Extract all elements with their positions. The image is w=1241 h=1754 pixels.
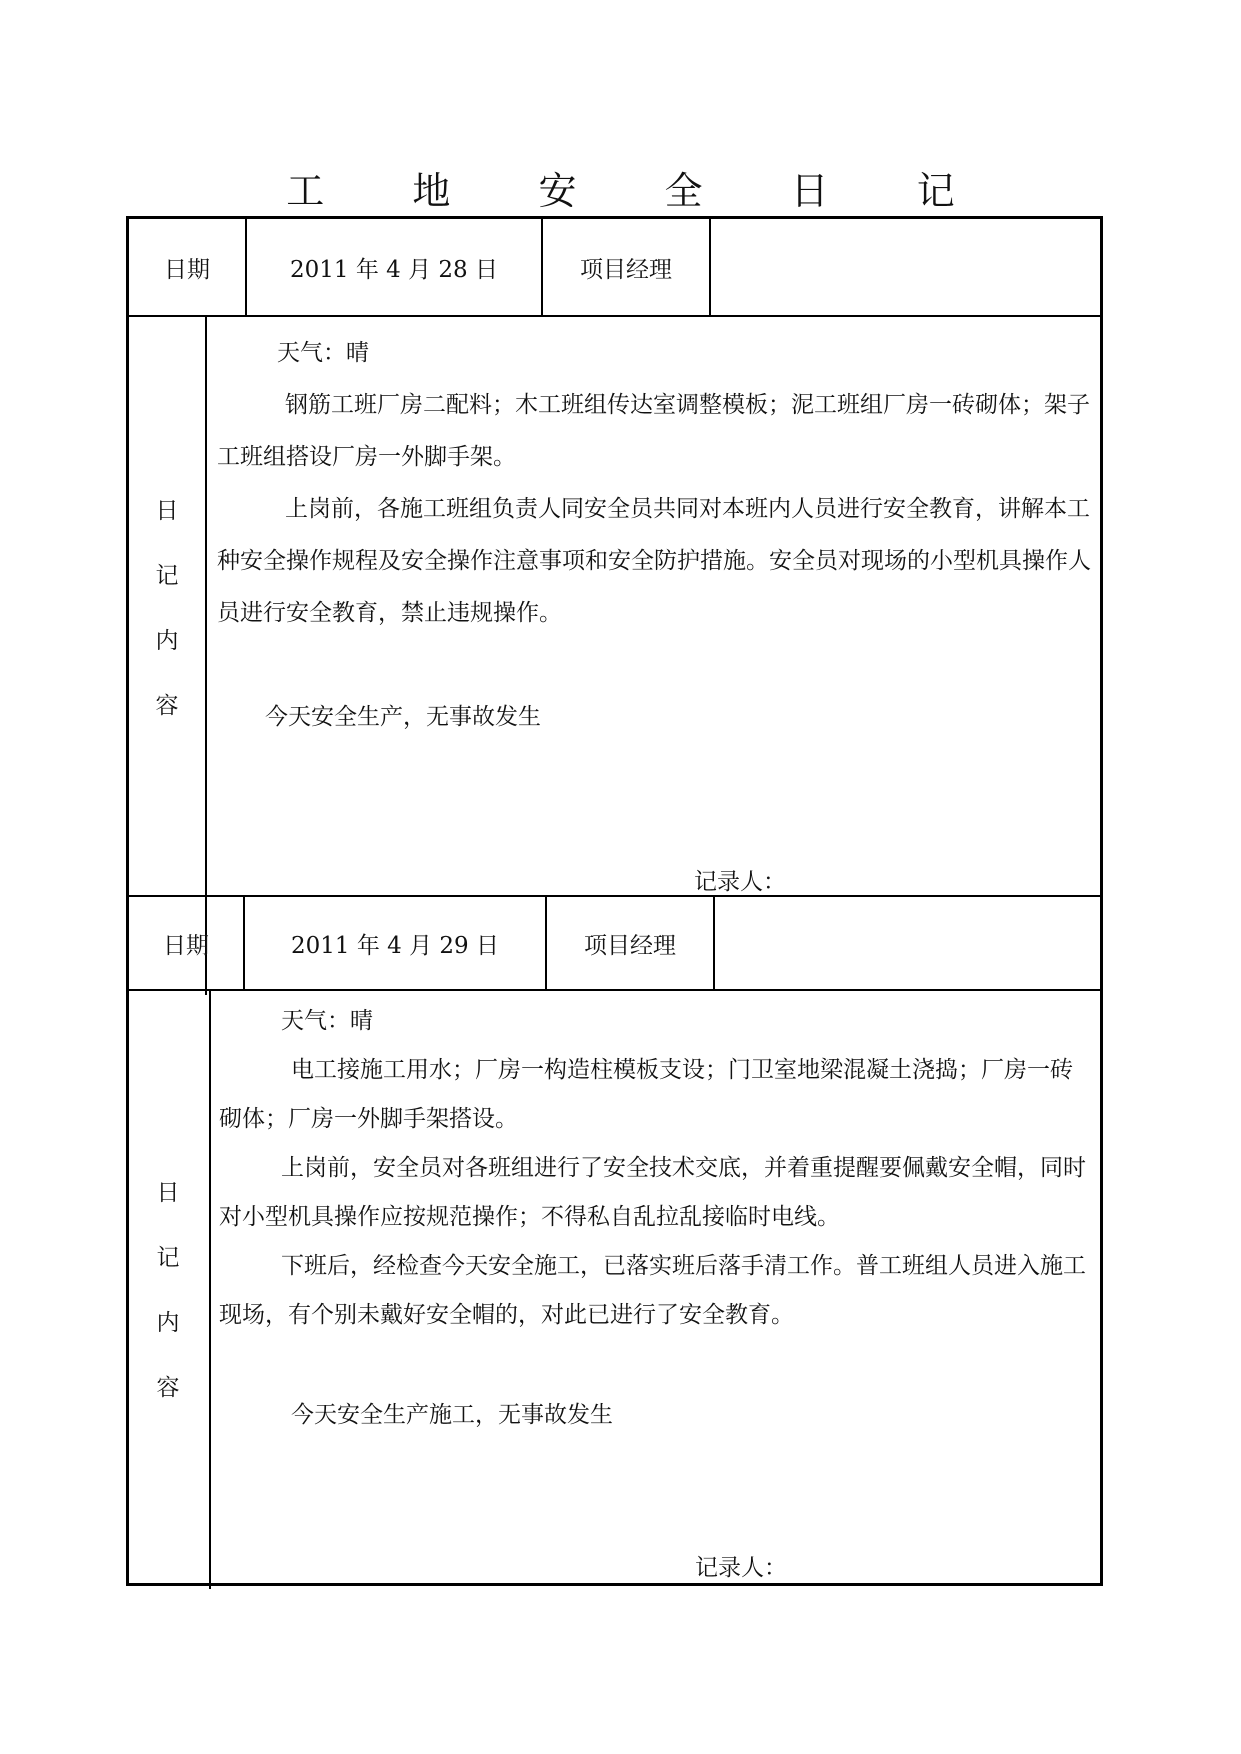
work-text: 电工接施工用水；厂房一构造柱模板支设；门卫室地梁混凝土浇捣；厂房一砖砌体；厂房一外脚手架搭设。: [219, 1057, 1073, 1132]
diary-content: [219, 997, 1093, 1340]
manager-label: 项目经理: [580, 256, 672, 283]
content-label: 日 记 内 容: [155, 498, 179, 719]
work-text: 钢筋工班厂房二配料；木工班组传达室调整模板；泥工班组厂房一砖砌体；架子工班组搭设厂房一外脚手架。: [217, 392, 1090, 470]
date-value: 2011 年 4 月 28 日: [290, 256, 498, 283]
recorder-label: 记录人：: [695, 1555, 787, 1581]
manager-label: 项目经理: [584, 932, 676, 959]
summary-text: 今天安全生产，无事故发生: [265, 704, 541, 730]
weather-text: 天气：晴: [277, 340, 369, 366]
divider: [129, 315, 1100, 317]
safety-diary-table: [126, 216, 1103, 1586]
summary-text: 今天安全生产施工，无事故发生: [291, 1402, 613, 1428]
date-value: 2011 年 4 月 29 日: [291, 932, 499, 959]
page-title: 工 地 安 全 日 记: [286, 169, 993, 213]
recorder-label: 记录人：: [694, 869, 786, 895]
divider: [129, 989, 1100, 991]
date-label: 日期: [163, 932, 209, 959]
divider: [209, 989, 211, 1589]
divider: [205, 315, 207, 995]
inspection-text: 下班后，经检查今天安全施工，已落实班后落手清工作。普工班组人员进入施工现场，有个别未戴好安全帽的，对此已进行了安全教育。: [219, 1253, 1086, 1328]
date-label: 日期: [164, 256, 210, 283]
education-text: 上岗前，各施工班组负责人同安全员共同对本班内人员进行安全教育，讲解本工种安全操作规程及安全操作注意事项和安全防护措施。安全员对现场的小型机具操作人员进行安全教育，禁止违规操作。: [217, 496, 1091, 626]
content-label: 日 记 内 容: [156, 1180, 180, 1401]
manager-value: [711, 219, 1101, 315]
education-text: 上岗前，安全员对各班组进行了安全技术交底，并着重提醒要佩戴安全帽，同时对小型机具操作应按规范操作；不得私自乱拉乱接临时电线。: [219, 1155, 1086, 1230]
manager-value: [715, 897, 1101, 989]
weather-text: 天气：晴: [281, 1008, 373, 1034]
diary-content: [217, 327, 1093, 639]
